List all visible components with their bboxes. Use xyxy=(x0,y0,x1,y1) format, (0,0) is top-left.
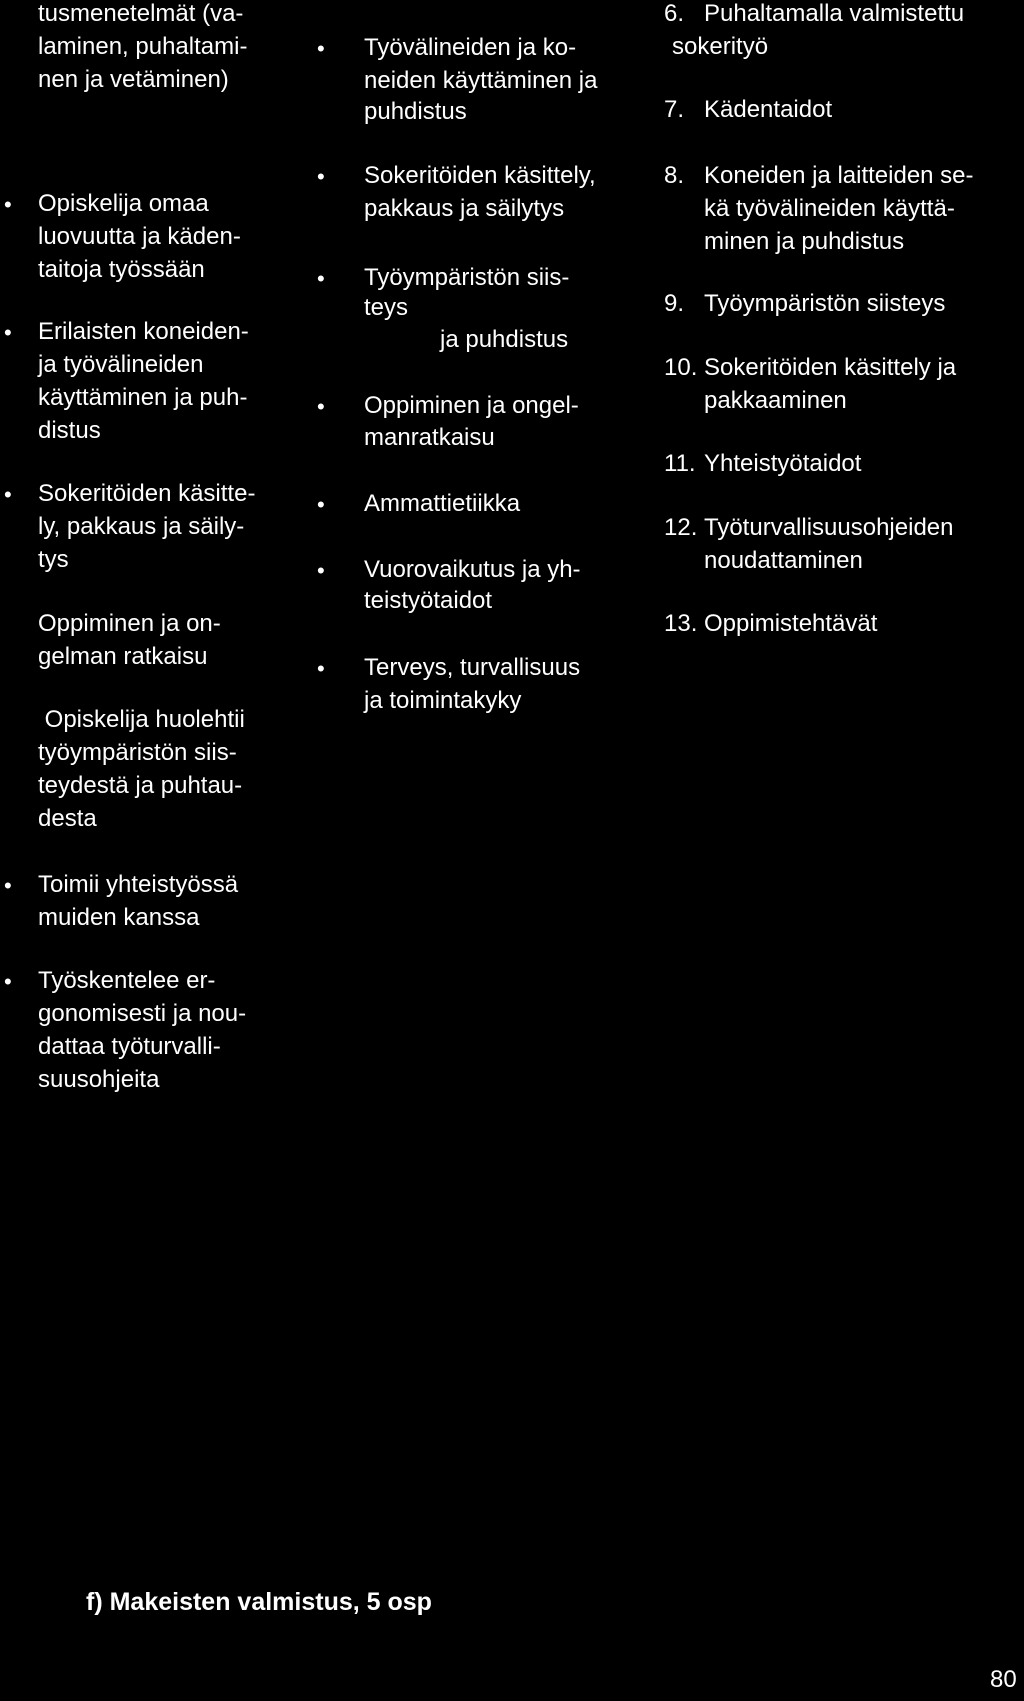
col1-intro-line: nen ja vetäminen) xyxy=(38,66,229,93)
list-item-line: teys xyxy=(364,294,409,321)
list-item-line: Terveys, turvallisuus xyxy=(364,654,581,681)
bullet-icon: • xyxy=(4,192,12,217)
list-item-line: teydestä ja puhtau- xyxy=(38,772,243,799)
list-item-line: minen ja puhdistus xyxy=(704,228,905,255)
bullet-icon: • xyxy=(317,492,325,517)
list-item-line: tys xyxy=(38,546,69,573)
list-item-line: Työturvallisuusohjeiden xyxy=(704,514,954,541)
list-number: 10. xyxy=(664,354,698,381)
list-item-line: suusohjeita xyxy=(38,1066,160,1093)
list-item-line: noudattaminen xyxy=(704,547,863,574)
bullet-icon: • xyxy=(317,656,325,681)
list-item-line: Sokeritöiden käsittely ja xyxy=(704,354,957,381)
list-number: 6. xyxy=(664,0,685,27)
col1-intro-line: laminen, puhaltami- xyxy=(38,33,248,60)
bullet-icon: • xyxy=(317,266,325,291)
page-number: 80 xyxy=(990,1666,1017,1693)
list-number: 12. xyxy=(664,514,698,541)
section-title: f) Makeisten valmistus, 5 osp xyxy=(86,1588,432,1616)
list-item-line: Sokeritöiden käsittely, xyxy=(364,162,596,189)
list-item-line: Työympäristön siis- xyxy=(364,264,570,291)
bullet-icon: • xyxy=(4,873,12,898)
list-item-line: Erilaisten koneiden- xyxy=(38,318,249,345)
list-item-line: ly, pakkaus ja säily- xyxy=(38,513,245,540)
list-item-line: Puhaltamalla valmistettu xyxy=(704,0,965,27)
list-number: 9. xyxy=(664,290,685,317)
list-item-line: Työskentelee er- xyxy=(38,967,216,994)
list-item-line: Oppimistehtävät xyxy=(704,610,878,637)
list-item-line: Yhteistyötaidot xyxy=(704,450,862,477)
list-item-line: distus xyxy=(38,417,101,444)
col1-intro-line: tusmenetelmät (va- xyxy=(38,0,244,27)
list-item-line: kä työvälineiden käyttä- xyxy=(704,195,955,222)
bullet-icon: • xyxy=(4,969,12,994)
list-item-line: Koneiden ja laitteiden se- xyxy=(704,162,974,189)
list-item-line: puhdistus xyxy=(364,98,467,125)
list-item-line: käyttäminen ja puh- xyxy=(38,384,248,411)
list-item-line: luovuutta ja käden- xyxy=(38,223,241,250)
list-item-line: ja työvälineiden xyxy=(38,351,204,378)
list-item-line: sokerityö xyxy=(672,33,769,60)
list-item-line: dattaa työturvalli- xyxy=(38,1033,221,1060)
bullet-icon: • xyxy=(317,164,325,189)
list-item-line: Kädentaidot xyxy=(704,96,833,123)
list-item-line: Vuorovaikutus ja yh- xyxy=(364,556,581,583)
list-item-line: työympäristön siis- xyxy=(38,739,237,766)
list-item-line: manratkaisu xyxy=(364,424,495,451)
list-item-line: taitoja työssään xyxy=(38,256,205,283)
list-item-line: ja toimintakyky xyxy=(364,687,522,714)
list-item-line: Opiskelija huolehtii xyxy=(38,706,245,733)
list-item-line: neiden käyttäminen ja xyxy=(364,67,598,94)
bullet-icon: • xyxy=(317,36,325,61)
list-item-line: Oppiminen ja ongel- xyxy=(364,392,579,419)
list-item-line: pakkaus ja säilytys xyxy=(364,195,565,222)
list-item-line: Työympäristön siisteys xyxy=(704,290,946,317)
list-item-line: Opiskelija omaa xyxy=(38,190,209,217)
list-item-line: Sokeritöiden käsitte- xyxy=(38,480,256,507)
list-item-line: Toimii yhteistyössä xyxy=(38,871,239,898)
bullet-icon: • xyxy=(317,558,325,583)
bullet-icon: • xyxy=(4,482,12,507)
list-item-line: ja puhdistus xyxy=(440,326,569,353)
list-number: 8. xyxy=(664,162,685,189)
list-item-line: gelman ratkaisu xyxy=(38,643,208,670)
bullet-icon: • xyxy=(4,320,12,345)
list-item-line: gonomisesti ja nou- xyxy=(38,1000,247,1027)
list-number: 7. xyxy=(664,96,685,123)
bullet-icon: • xyxy=(317,394,325,419)
list-item-line: desta xyxy=(38,805,97,832)
list-number: 11. xyxy=(664,450,696,477)
list-item-line: muiden kanssa xyxy=(38,904,200,931)
list-item-line: pakkaaminen xyxy=(704,387,847,414)
list-number: 13. xyxy=(664,610,698,637)
list-item-line: Työvälineiden ja ko- xyxy=(364,34,577,61)
list-item-line: teistyötaidot xyxy=(364,587,493,614)
list-item-line: Oppiminen ja on- xyxy=(38,610,221,637)
list-item-line: Ammattietiikka xyxy=(364,490,521,517)
